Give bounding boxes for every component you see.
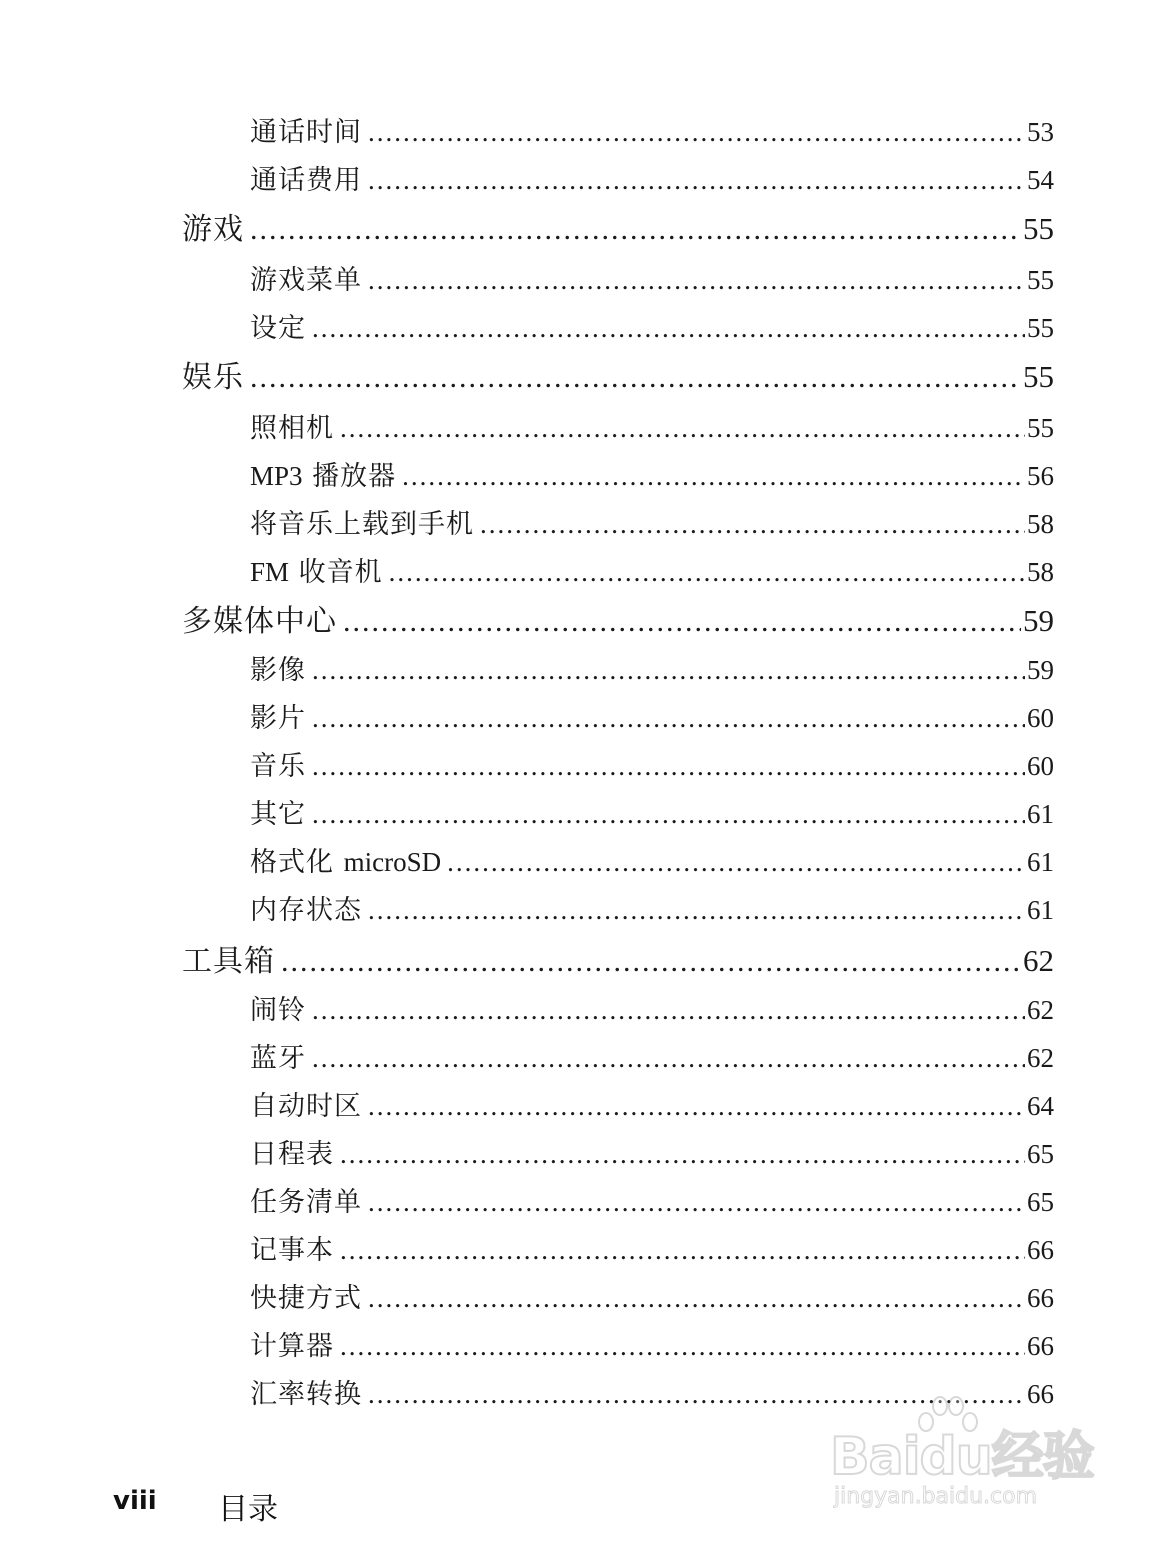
toc-entry-title: 计算器 [250,1331,334,1362]
toc-entry-page: 55 [1027,413,1054,444]
toc-entry[interactable] [250,790,1054,830]
dot-leader [312,752,1025,782]
toc-section-page: 59 [1023,602,1054,638]
toc-entry-page: 61 [1027,799,1054,830]
toc-section-entry[interactable] [182,594,1054,638]
toc-entry-title: 快捷方式 [250,1283,362,1314]
toc-entry[interactable] [250,742,1054,782]
toc-entry[interactable] [250,1226,1054,1266]
toc-entry-page: 55 [1027,265,1054,296]
toc-entry-title: 影像 [250,655,306,686]
toc-entry-title: 影片 [250,703,306,734]
toc-section-page: 55 [1023,358,1054,394]
toc-entry-title: MP3 播放器 [250,461,397,492]
toc-entry-page: 66 [1027,1331,1054,1362]
dot-leader [312,656,1025,686]
toc-entry[interactable] [250,838,1054,878]
toc-entry-title: 通话费用 [250,165,362,196]
toc-entry-title: 音乐 [250,751,306,782]
toc-entry-page: 62 [1027,1043,1054,1074]
toc-section-title: 娱乐 [182,360,244,394]
toc-entry-page: 53 [1027,117,1054,148]
toc-entry[interactable] [250,646,1054,686]
dot-leader [312,996,1025,1026]
dot-leader [389,558,1025,588]
dot-leader [250,361,1021,394]
toc-entry[interactable] [250,404,1054,444]
dot-leader [312,800,1025,830]
toc-entry-page: 64 [1027,1091,1054,1122]
toc-entry-title: 内存状态 [250,895,362,926]
dot-leader [368,166,1025,196]
dot-leader [368,1092,1025,1122]
toc-entry-page: 60 [1027,703,1054,734]
dot-leader [340,1236,1025,1266]
toc-entry-title: 游戏菜单 [250,265,362,296]
toc-entry-title: 汇率转换 [250,1379,362,1410]
page-number: viii [113,1486,157,1516]
dot-leader [447,848,1025,878]
toc-entry-page: 66 [1027,1379,1054,1410]
toc-entry-title: 蓝牙 [250,1043,306,1074]
toc-entry-page: 62 [1027,995,1054,1026]
toc-entry-page: 60 [1027,751,1054,782]
toc-entry-title: 自动时区 [250,1091,362,1122]
toc-entry[interactable] [250,1034,1054,1074]
toc-section-page: 55 [1023,210,1054,246]
toc-entry[interactable] [250,1130,1054,1170]
dot-leader [340,1332,1025,1362]
watermark-url: jingyan.baidu.com [834,1484,1038,1509]
toc-entry[interactable] [250,256,1054,296]
running-footer-title: 目录 [218,1492,278,1527]
toc-entry-title: 通话时间 [250,117,362,148]
toc-section-title: 工具箱 [182,944,275,978]
dot-leader [340,1140,1025,1170]
toc-entry-title: 其它 [250,799,306,830]
toc-section-entry[interactable] [182,202,1054,246]
toc-entry-title: 照相机 [250,413,334,444]
toc-entry[interactable] [250,886,1054,926]
toc-section-title: 多媒体中心 [182,604,337,638]
dot-leader [343,605,1021,638]
toc-entry-page: 61 [1027,847,1054,878]
dot-leader [368,1188,1025,1218]
toc-entry[interactable] [250,694,1054,734]
toc-entry-title: 设定 [250,313,306,344]
toc-entry-page: 61 [1027,895,1054,926]
toc-entry-title: 闹铃 [250,995,306,1026]
toc-entry-page: 55 [1027,313,1054,344]
dot-leader [312,314,1025,344]
toc-entry-page: 66 [1027,1283,1054,1314]
dot-leader [368,118,1025,148]
dot-leader [368,896,1025,926]
toc-entry[interactable] [250,1322,1054,1362]
dot-leader [480,510,1025,540]
toc-entry[interactable] [250,1178,1054,1218]
toc-entry[interactable] [250,304,1054,344]
toc-entry-title: 格式化 microSD [250,847,442,878]
toc-entry[interactable] [250,548,1054,588]
dot-leader [312,1044,1025,1074]
baidu-watermark [830,1392,1100,1522]
dot-leader [340,414,1025,444]
dot-leader [368,266,1025,296]
toc-entry-page: 58 [1027,557,1054,588]
dot-leader [312,704,1025,734]
toc-entry-page: 65 [1027,1139,1054,1170]
toc-entry-title: 将音乐上载到手机 [250,509,474,540]
dot-leader [368,1284,1025,1314]
toc-entry[interactable] [250,156,1054,196]
toc-entry-title: 任务清单 [250,1187,362,1218]
toc-entry[interactable] [250,986,1054,1026]
toc-entry[interactable] [250,108,1054,148]
toc-entry-page: 66 [1027,1235,1054,1266]
toc-section-title: 游戏 [182,212,244,246]
toc-entry[interactable] [250,500,1054,540]
toc-section-page: 62 [1023,942,1054,978]
toc-entry-page: 59 [1027,655,1054,686]
toc-entry[interactable] [250,1082,1054,1122]
toc-entry-title: 日程表 [250,1139,334,1170]
toc-section-entry[interactable] [182,934,1054,978]
toc-entry[interactable] [250,452,1054,492]
toc-entry-title: 记事本 [250,1235,334,1266]
dot-leader [281,945,1021,978]
dot-leader [250,213,1021,246]
toc-entry-page: 65 [1027,1187,1054,1218]
toc-entry-page: 58 [1027,509,1054,540]
dot-leader [402,462,1025,492]
watermark-logo-text: Baidu经验 [830,1427,1094,1487]
toc-entry-page: 54 [1027,165,1054,196]
toc-entry[interactable] [250,1274,1054,1314]
toc-entry-title: FM 收音机 [250,557,383,588]
toc-entry-page: 56 [1027,461,1054,492]
toc-section-entry[interactable] [182,350,1054,394]
